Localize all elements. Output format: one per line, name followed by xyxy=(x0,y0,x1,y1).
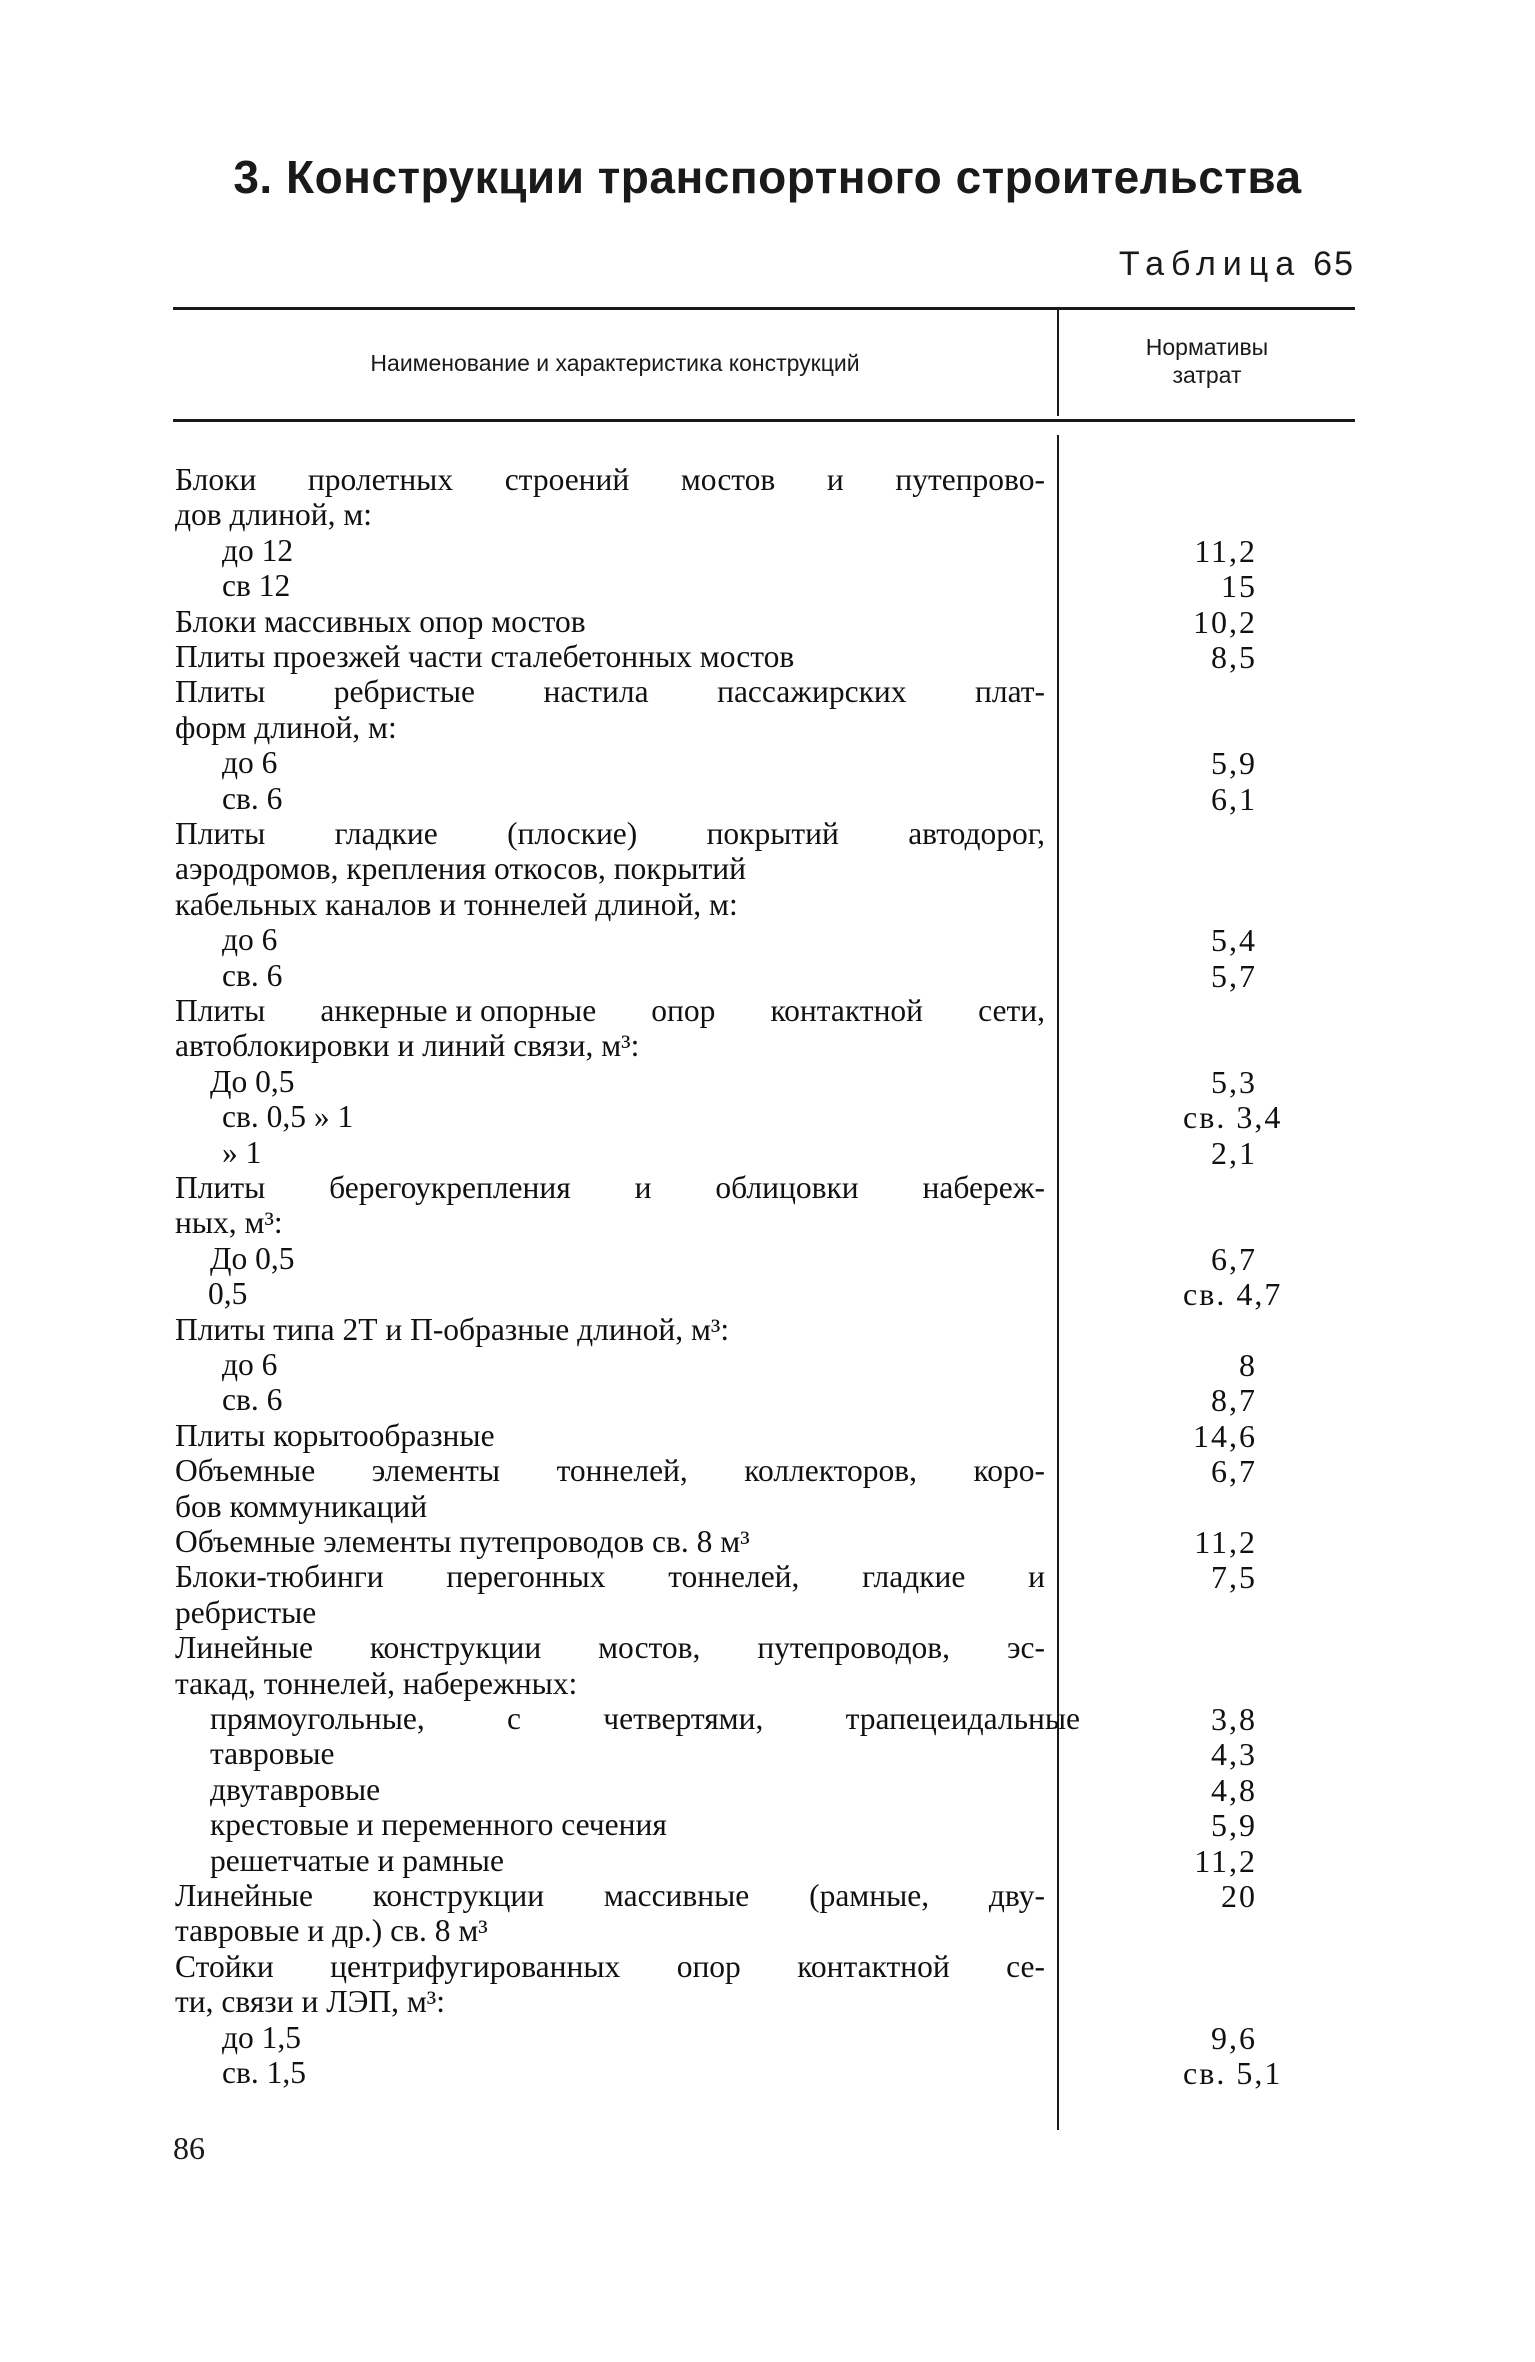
section-heading: 3. Конструкции транспортного строительства xyxy=(233,151,1302,203)
row-word: настила xyxy=(543,674,649,709)
row-word: четвертями, xyxy=(603,1701,764,1736)
row-word: коллекторов, xyxy=(744,1453,917,1488)
row-word: перегонных xyxy=(446,1559,606,1594)
table-row-text: до 6 xyxy=(222,745,278,780)
table-number: 65 xyxy=(1313,245,1355,283)
row-word: Плиты xyxy=(175,993,266,1028)
row-word: с xyxy=(507,1701,521,1736)
table-row-text: тавровые и др.) св. 8 м³ xyxy=(175,1913,488,1948)
row-word: Линейные xyxy=(175,1630,313,1665)
table-row-text xyxy=(175,1949,1045,1985)
table-row-value: 8,7 xyxy=(1211,1382,1257,1418)
column-header-norms-line1: Нормативы xyxy=(1145,334,1269,360)
table-label-word: Таблица xyxy=(1118,245,1302,283)
table-row-text xyxy=(175,1630,1045,1666)
column-header-norms-line2: затрат xyxy=(1172,362,1242,388)
table-row-text xyxy=(175,1878,1045,1914)
row-word: опор xyxy=(651,993,716,1028)
table-header-rule xyxy=(173,419,1355,422)
row-word: мостов xyxy=(680,462,776,497)
table-row-value: 8,5 xyxy=(1211,639,1257,675)
table-row-text xyxy=(175,1559,1045,1595)
table-row-text: крестовые и переменного сечения xyxy=(210,1807,667,1842)
row-word: (плоские) xyxy=(507,816,638,851)
table-row-text: св. 0,5 » 1 xyxy=(222,1099,354,1134)
table-row-text: тавровые xyxy=(210,1736,335,1771)
table-row-text: ти, связи и ЛЭП, м³: xyxy=(175,1984,445,2019)
table-row-value: 6,1 xyxy=(1211,781,1257,817)
table-row-text: св. 1,5 xyxy=(222,2055,306,2090)
row-word: тоннелей, xyxy=(668,1559,800,1594)
row-word: ребристые xyxy=(333,674,475,709)
table-row-value: 14,6 xyxy=(1193,1418,1257,1454)
table-row-text: св. 6 xyxy=(222,781,283,816)
row-word: опор xyxy=(676,1949,741,1984)
table-row-text: До 0,5 xyxy=(210,1241,295,1276)
table-row-value: 9,6 xyxy=(1211,2020,1257,2056)
table-row-value: 10,2 xyxy=(1193,604,1257,640)
table-row-text: такад, тоннелей, набережных: xyxy=(175,1666,578,1701)
table-row-value: 11,2 xyxy=(1194,1524,1257,1560)
table-row-text xyxy=(175,816,1045,852)
row-word: путепроводов, xyxy=(757,1630,951,1665)
table-top-rule xyxy=(173,307,1355,310)
row-word: плат- xyxy=(975,674,1045,709)
table-row-value: 4,8 xyxy=(1211,1772,1257,1808)
row-word: покрытий xyxy=(706,816,839,851)
row-word: эс- xyxy=(1006,1630,1045,1665)
row-word: путепрово- xyxy=(895,462,1045,497)
row-word: контактной xyxy=(797,1949,950,1984)
table-row-value: 3,8 xyxy=(1211,1701,1257,1737)
table-row-text: кабельных каналов и тоннелей длиной, м: xyxy=(175,887,738,922)
row-word: се- xyxy=(1006,1949,1045,1984)
row-word: коро- xyxy=(973,1453,1045,1488)
row-word: пассажирских xyxy=(717,674,907,709)
table-row-text: аэродромов, крепления откосов, покрытий xyxy=(175,851,746,886)
table-row-value: 2,1 xyxy=(1211,1135,1257,1171)
row-word: контактной xyxy=(770,993,924,1028)
row-word: массивные xyxy=(603,1878,750,1913)
row-word: пролетных xyxy=(307,462,454,497)
row-word: конструкции xyxy=(369,1630,542,1665)
row-word: мостов, xyxy=(598,1630,701,1665)
table-row-text xyxy=(175,993,1045,1029)
table-row-text xyxy=(175,674,1045,710)
table-row-value: 6,7 xyxy=(1211,1453,1257,1489)
table-row-value: 5,9 xyxy=(1211,1807,1257,1843)
row-word: автодорог, xyxy=(908,816,1045,851)
table-row-value: св. 5,1 xyxy=(1183,2055,1283,2091)
row-word: дву- xyxy=(988,1878,1045,1913)
table-row-text xyxy=(175,1170,1045,1206)
row-word: Блоки xyxy=(175,462,257,497)
row-word: Плиты xyxy=(175,674,266,709)
table-row-text: до 6 xyxy=(222,922,278,957)
table-row-value: 5,9 xyxy=(1211,745,1257,781)
table-row-text: св. 6 xyxy=(222,1382,283,1417)
row-word: берегоукрепления xyxy=(329,1170,571,1205)
table-row-value: св. 3,4 xyxy=(1183,1099,1283,1135)
table-row-value: 7,5 xyxy=(1211,1559,1257,1595)
table-row-text: Плиты типа 2Т и П-образные длиной, м³: xyxy=(175,1312,730,1347)
table-row-text: Блоки массивных опор мостов xyxy=(175,604,586,639)
row-word: сети, xyxy=(978,993,1045,1028)
row-word: и xyxy=(1028,1559,1045,1594)
row-word: гладкие xyxy=(334,816,438,851)
row-word: Стойки xyxy=(175,1949,274,1984)
row-word: и xyxy=(634,1170,652,1205)
table-row-value: 20 xyxy=(1221,1878,1257,1914)
table-row-text: бов коммуникаций xyxy=(175,1489,428,1524)
table-row-value: 8 xyxy=(1239,1347,1257,1383)
row-word: Плиты xyxy=(175,816,266,851)
table-row-value: 5,3 xyxy=(1211,1064,1257,1100)
table-row-text xyxy=(210,1701,1080,1737)
table-row-text: 0,5 xyxy=(208,1276,248,1311)
row-word: конструкции xyxy=(372,1878,545,1913)
table-row-text: дов длиной, м: xyxy=(175,497,373,532)
table-row-text: » 1 xyxy=(222,1135,262,1170)
column-header-norms xyxy=(1059,333,1355,389)
table-label xyxy=(1119,245,1355,284)
row-word: элементы xyxy=(371,1453,501,1488)
row-word: строений xyxy=(504,462,630,497)
table-row-text: решетчатые и рамные xyxy=(210,1843,504,1878)
table-row-value: 5,7 xyxy=(1211,958,1257,994)
table-row-value: 15 xyxy=(1221,568,1257,604)
row-word: набереж- xyxy=(922,1170,1045,1205)
table-row-text: форм длиной, м: xyxy=(175,710,397,745)
page-number: 86 xyxy=(173,2130,205,2166)
table-row-text: св. 6 xyxy=(222,958,283,993)
row-word: Объемные xyxy=(175,1453,316,1488)
table-row-text: до 1,5 xyxy=(222,2020,302,2055)
table-row-value: 6,7 xyxy=(1211,1241,1257,1277)
row-word: трапецеидальные xyxy=(845,1701,1080,1736)
row-word: центрифугированных xyxy=(330,1949,621,1984)
table-row-text: До 0,5 xyxy=(210,1064,295,1099)
table-row-text: Плиты проезжей части сталебетонных мостов xyxy=(175,639,795,674)
column-header-name: Наименование и характеристика конструкций xyxy=(370,350,860,376)
table-row-value: 5,4 xyxy=(1211,922,1257,958)
table-row-text: св 12 xyxy=(222,568,291,603)
row-word: анкерные и опорные xyxy=(320,993,597,1028)
table-row-text: двутавровые xyxy=(210,1772,381,1807)
row-word: Блоки-тюбинги xyxy=(175,1559,384,1594)
row-word: тоннелей, xyxy=(556,1453,688,1488)
table-row-text xyxy=(175,462,1045,498)
table-row-text: Плиты корытообразные xyxy=(175,1418,495,1453)
table-row-text: Объемные элементы путепроводов св. 8 м³ xyxy=(175,1524,750,1559)
table-row-text: до 6 xyxy=(222,1347,278,1382)
row-word: облицовки xyxy=(715,1170,859,1205)
table-row-text: ребристые xyxy=(175,1595,317,1630)
row-word: гладкие xyxy=(862,1559,966,1594)
table-row-text xyxy=(175,1453,1045,1489)
table-row-value: св. 4,7 xyxy=(1183,1276,1283,1312)
table-row-text: до 12 xyxy=(222,533,294,568)
row-word: прямоугольные, xyxy=(210,1701,425,1736)
row-word: Линейные xyxy=(175,1878,313,1913)
row-word: (рамные, xyxy=(809,1878,930,1913)
row-word: Плиты xyxy=(175,1170,266,1205)
table-row-value: 4,3 xyxy=(1211,1736,1257,1772)
table-row-text: ных, м³: xyxy=(175,1205,283,1240)
table-row-value: 11,2 xyxy=(1194,533,1257,569)
row-word: и xyxy=(826,462,844,497)
table-row-text: автоблокировки и линий связи, м³: xyxy=(175,1028,640,1063)
table-row-value: 11,2 xyxy=(1194,1843,1257,1879)
